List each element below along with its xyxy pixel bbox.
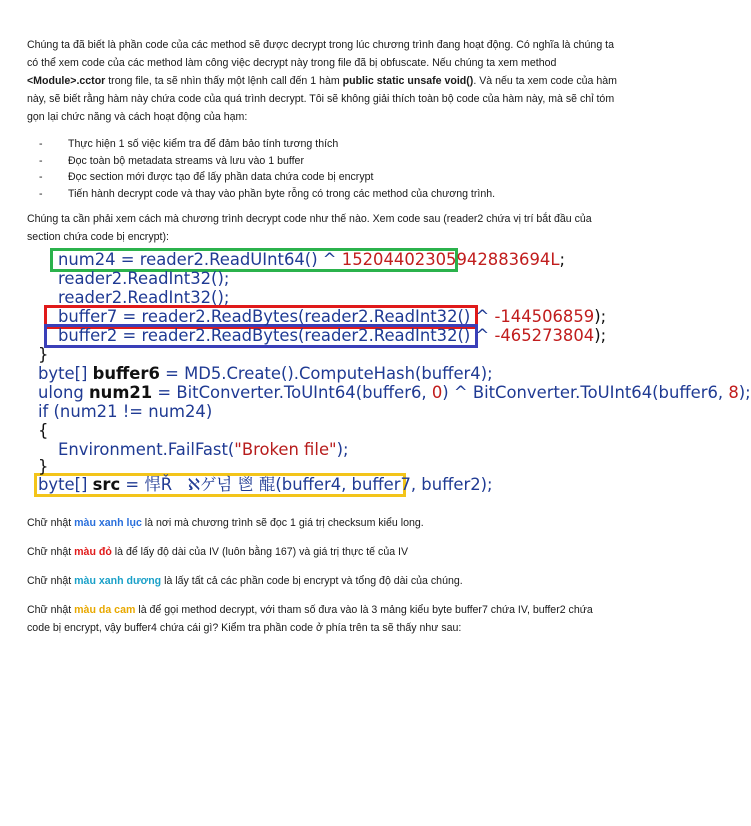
code-line: ulong num21 = BitConverter.ToUInt64(buffer6, 0) ^ BitConverter.ToUInt64(buffer6, 8); — [38, 383, 751, 402]
code-line: Environment.FailFast("Broken file"); — [58, 440, 349, 459]
code-line: byte[] src = 悍Ř ℵゲ넘 鬯 醌(buffer4, buffer7, buffer2); — [38, 475, 493, 494]
list-item-text: Thực hiện 1 số việc kiểm tra để đảm bảo tính tương thích — [68, 138, 339, 150]
code-line: if (num21 != num24) — [38, 402, 213, 421]
list-item-text: Đọc section mới được tạo để lấy phần data chứa code bị encrypt — [68, 171, 374, 183]
bullet-dash: - — [39, 187, 43, 200]
code-line: byte[] buffer6 = MD5.Create().ComputeHash(buffer4); — [38, 364, 493, 383]
note-orange: Chữ nhật màu da cam là để gọi method decrypt, với tham số đưa vào là 3 mảng kiểu byte buffer7 chứa IV, buffer2 chứa code bị encrypt, vậy buffer4 chứa cái gì? Kiểm tra phần code ở phía trên ta sẽ thấy như sau: — [27, 604, 593, 634]
code-line: num24 = reader2.ReadUInt64() ^ 15204402305942883694L; — [58, 250, 565, 269]
code-line: } — [38, 345, 49, 364]
explanation-section — [27, 514, 617, 648]
intro-text-2: trong file, ta sẽ nhìn thấy một lệnh call đến 1 hàm — [105, 75, 343, 87]
bullet-dash: - — [39, 171, 43, 183]
intro-text: Chúng ta đã biết là phần code của các method sẽ được decrypt trong lúc chương trình đang hoạt động. Có nghĩa là chúng ta có thể xem code của các method làm công việc decrypt này trong file đã bị obfuscate. Nếu chúng ta xem method — [27, 39, 614, 69]
code-line: reader2.ReadInt32(); — [58, 269, 230, 288]
code-intro-paragraph: Chúng ta cần phải xem cách mà chương trình decrypt code như thế nào. Xem code sau (reader2 chứa vị trí bắt đầu của section chứa code bị encrypt): — [27, 213, 592, 243]
steps-list — [27, 136, 617, 202]
code-line: { — [38, 421, 49, 440]
module-cctor-text: <Module>.cctor — [27, 75, 106, 87]
list-item-text: Tiến hành decrypt code và thay vào phần byte rỗng có trong các method của chương trình. — [68, 187, 496, 200]
document-body — [27, 36, 617, 256]
method-signature-text: public static unsafe void() — [342, 75, 474, 87]
intro-text-3: . Và nếu ta xem code của hàm này, sẽ biết rằng hàm này chứa code của quá trình decrypt. Tôi sẽ không giải thích toàn bộ code của hàm này, mà sẽ chỉ tóm gọn lại chức năng và cách hoạt động của hạm: — [27, 75, 618, 123]
list-item — [27, 169, 617, 186]
note-red: Chữ nhật màu đỏ là để lấy độ dài của IV (luôn bằng 167) và giá trị thực tế của IV — [27, 546, 409, 558]
intro-paragraph — [27, 36, 617, 126]
code-screenshot — [38, 244, 751, 504]
code-line: buffer2 = reader2.ReadBytes(reader2.ReadInt32() ^ -465273804); — [58, 326, 607, 345]
bullet-dash: - — [39, 138, 43, 150]
code-line: reader2.ReadInt32(); — [58, 288, 230, 307]
bullet-dash: - — [39, 154, 43, 167]
list-item — [27, 136, 617, 153]
list-item — [27, 186, 617, 203]
code-line: } — [38, 457, 49, 476]
code-line: buffer7 = reader2.ReadBytes(reader2.ReadInt32() ^ -144506859); — [58, 307, 607, 326]
note-blue: Chữ nhật màu xanh dương là lấy tất cả các phần code bị encrypt và tổng độ dài của chúng. — [27, 575, 463, 587]
list-item — [27, 153, 617, 170]
list-item-text: Đọc toàn bộ metadata streams và lưu vào 1 buffer — [68, 154, 304, 167]
note-green: Chữ nhật màu xanh lục là nơi mà chương trình sẽ đọc 1 giá trị checksum kiểu long. — [27, 517, 424, 529]
